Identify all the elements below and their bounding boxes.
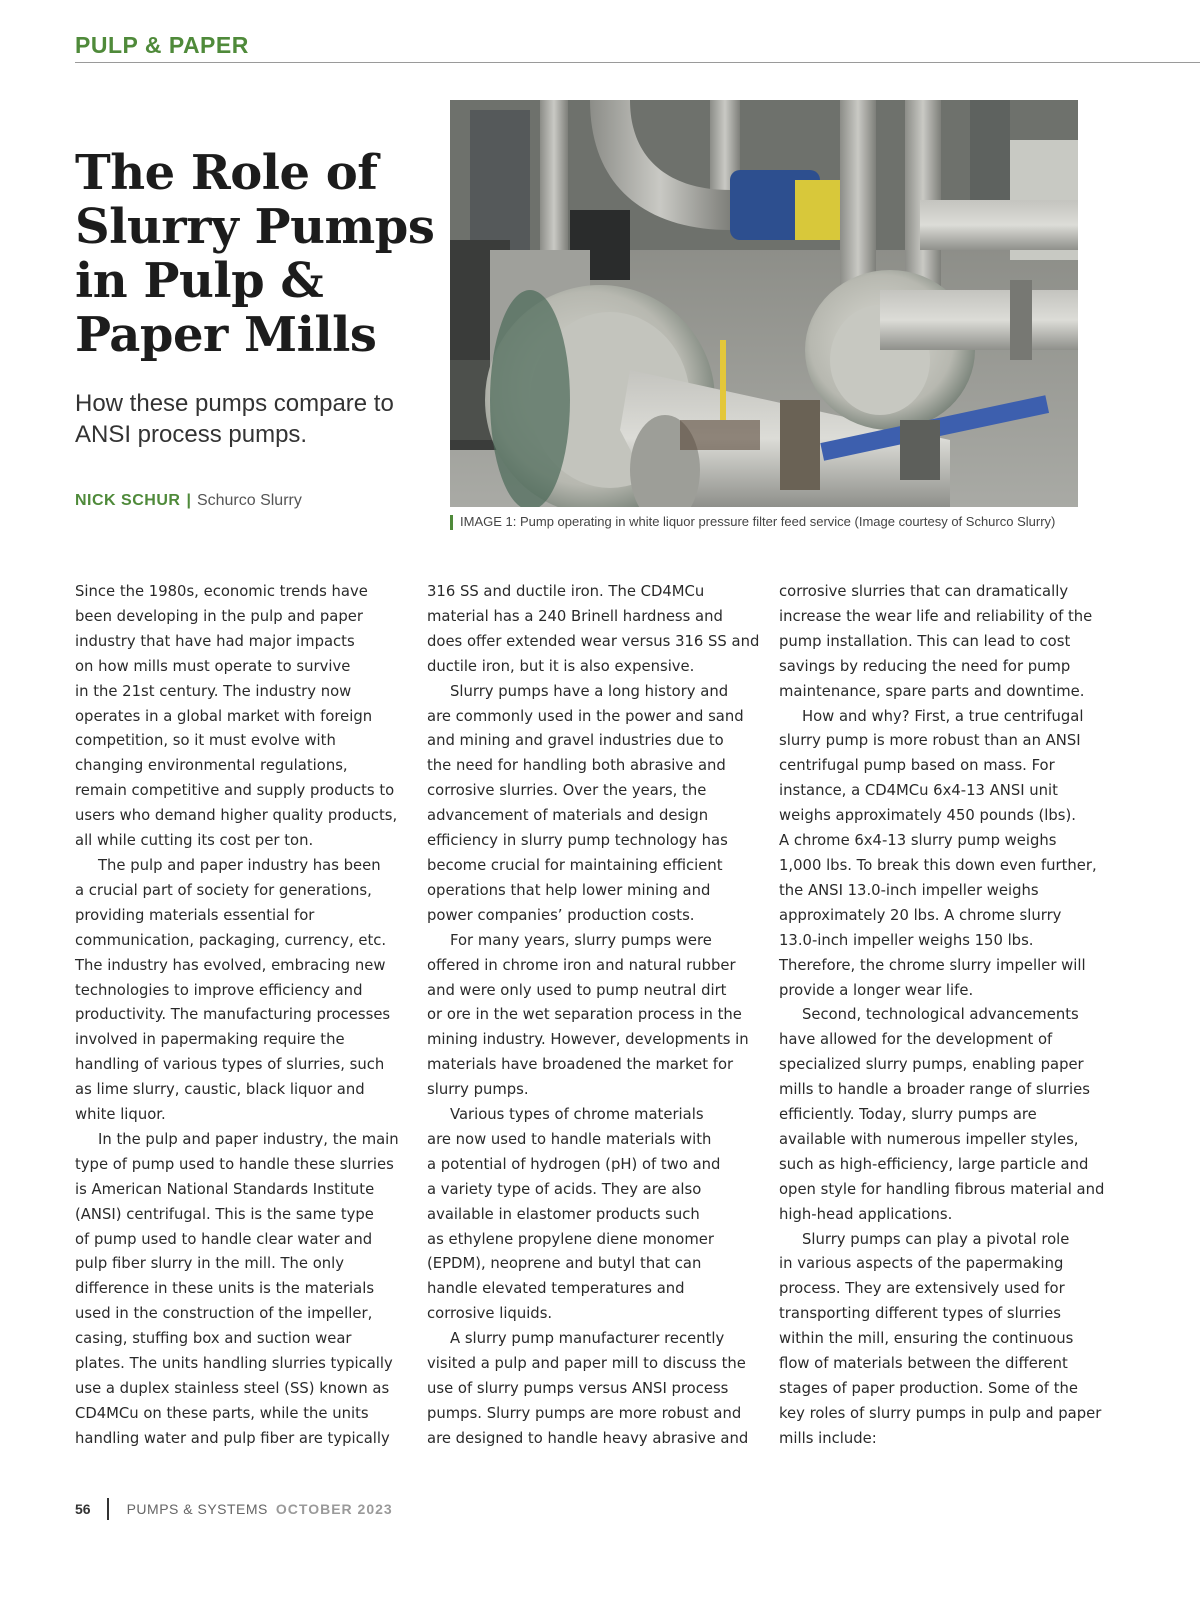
text-line: savings by reducing the need for pump — [779, 657, 1071, 675]
text-line: corrosive liquids. — [427, 1305, 553, 1323]
text-line: open style for handling fibrous material and — [779, 1180, 1105, 1198]
text-line: instance, a CD4MCu 6x4-13 ANSI unit — [779, 782, 1058, 800]
text-line: mills include: — [779, 1429, 877, 1447]
text-line: white liquor. — [75, 1106, 166, 1124]
text-line: In the pulp and paper industry, the main — [98, 1130, 399, 1148]
text-line: a crucial part of society for generations, — [75, 881, 372, 899]
text-line: The industry has evolved, embracing new — [75, 956, 386, 974]
text-line: material has a 240 Brinell hardness and — [427, 607, 723, 625]
text-line: mining industry. However, developments in — [427, 1031, 749, 1049]
text-line: efficiency in slurry pump technology has — [427, 832, 728, 850]
text-line: visited a pulp and paper mill to discuss the — [427, 1355, 746, 1373]
text-line: 1,000 lbs. To break this down even further, — [779, 856, 1097, 874]
text-line: have allowed for the development of — [779, 1031, 1053, 1049]
text-line: ductile iron, but it is also expensive. — [427, 657, 695, 675]
body-column-3 — [779, 580, 1109, 1452]
title-line: Slurry Pumps — [75, 199, 435, 255]
text-line: used in the construction of the impeller, — [75, 1305, 373, 1323]
text-line: maintenance, spare parts and downtime. — [779, 682, 1085, 700]
author-name: NICK SCHUR — [75, 492, 181, 509]
page-footer — [75, 1498, 393, 1520]
text-line: in various aspects of the papermaking — [779, 1255, 1064, 1273]
author-company: Schurco Slurry — [196, 492, 302, 509]
footer-divider — [107, 1498, 109, 1520]
text-line: Slurry pumps can play a pivotal role — [802, 1230, 1070, 1248]
section-label: PULP & PAPER — [75, 32, 249, 58]
body-column-2 — [427, 580, 760, 1452]
text-line: pump installation. This can lead to cost — [779, 632, 1071, 650]
text-line: slurry pump is more robust than an ANSI — [779, 732, 1081, 750]
text-line: use of slurry pumps versus ANSI process — [427, 1380, 729, 1397]
text-line: operates in a global market with foreign — [75, 707, 373, 725]
title-line: The Role of — [75, 145, 378, 201]
text-line: been developing in the pulp and paper — [75, 607, 363, 625]
text-line: as ethylene propylene diene monomer — [427, 1230, 714, 1248]
text-line: A chrome 6x4-13 slurry pump weighs — [779, 832, 1057, 850]
text-line: communication, packaging, currency, etc. — [75, 931, 387, 949]
text-line: power companies’ production costs. — [427, 906, 695, 924]
text-line: difference in these units is the materials — [75, 1280, 375, 1298]
body-column-1 — [75, 580, 405, 1452]
text-line: specialized slurry pumps, enabling paper — [779, 1056, 1084, 1074]
text-line: plates. The units handling slurries typically — [75, 1355, 393, 1373]
byline-separator: | — [186, 492, 191, 509]
text-line: key roles of slurry pumps in pulp and paper — [779, 1404, 1102, 1422]
text-line: are now used to handle materials with — [427, 1130, 712, 1148]
text-line: offered in chrome iron and natural rubber — [427, 956, 736, 974]
text-line: or ore in the wet separation process in the — [427, 1006, 742, 1024]
text-line: pumps. Slurry pumps are more robust and — [427, 1404, 742, 1422]
text-line: handling water and pulp fiber are typically — [75, 1429, 390, 1447]
issue-date: OCTOBER 2023 — [275, 1501, 393, 1517]
publication-name: PUMPS & SYSTEMS — [126, 1501, 268, 1517]
pump-photo-illustration — [450, 100, 1078, 507]
text-line: involved in papermaking require the — [75, 1031, 345, 1049]
text-line: productivity. The manufacturing processes — [75, 1006, 391, 1024]
text-line: does offer extended wear versus 316 SS and — [427, 632, 760, 650]
text-line: high-head applications. — [779, 1205, 953, 1223]
text-line: increase the wear life and reliability of the — [779, 607, 1093, 625]
text-line: handle elevated temperatures and — [427, 1280, 685, 1298]
article-subtitle — [75, 388, 435, 450]
text-line: type of pump used to handle these slurries — [75, 1155, 394, 1173]
text-line: within the mill, ensuring the continuous — [779, 1330, 1074, 1348]
text-line: corrosive slurries that can dramatically — [779, 583, 1069, 600]
text-line: and were only used to pump neutral dirt — [427, 981, 727, 999]
text-line: stages of paper production. Some of the — [779, 1380, 1078, 1397]
text-line: on how mills must operate to survive — [75, 657, 351, 675]
text-line: advancement of materials and design — [427, 807, 709, 825]
text-line: the ANSI 13.0-inch impeller weighs — [779, 881, 1039, 899]
page-number: 56 — [75, 1501, 91, 1517]
text-line: become crucial for maintaining efficient — [427, 856, 723, 874]
image-caption: IMAGE 1: Pump operating in white liquor pressure filter feed service (Image courtesy of Schurco Slurry) — [450, 514, 1120, 529]
text-line: transporting different types of slurries — [779, 1305, 1061, 1323]
text-line: and mining and gravel industries due to — [427, 732, 724, 750]
text-line: 316 SS and ductile iron. The CD4MCu — [427, 583, 705, 600]
text-line: Slurry pumps have a long history and — [450, 682, 729, 700]
text-line: a potential of hydrogen (pH) of two and — [427, 1155, 721, 1173]
text-line: as lime slurry, caustic, black liquor and — [75, 1081, 365, 1099]
article-title — [75, 146, 435, 362]
text-line: materials have broadened the market for — [427, 1056, 734, 1074]
text-line: a variety type of acids. They are also — [427, 1180, 702, 1198]
section-divider — [75, 62, 1200, 63]
text-line: technologies to improve efficiency and — [75, 981, 363, 999]
text-line: 13.0-inch impeller weighs 150 lbs. — [779, 931, 1034, 949]
text-line: industry that have had major impacts — [75, 632, 355, 650]
subtitle-line: How these pumps compare to — [75, 390, 394, 417]
text-line: CD4MCu on these parts, while the units — [75, 1404, 369, 1422]
text-line: are commonly used in the power and sand — [427, 707, 744, 725]
text-line: available with numerous impeller styles, — [779, 1130, 1079, 1148]
text-line: available in elastomer products such — [427, 1205, 700, 1223]
text-line: competition, so it must evolve with — [75, 732, 336, 750]
text-line: all while cutting its cost per ton. — [75, 832, 314, 850]
text-line: in the 21st century. The industry now — [75, 682, 352, 700]
text-line: users who demand higher quality products, — [75, 807, 398, 825]
text-line: weighs approximately 450 pounds (lbs). — [779, 807, 1076, 825]
text-line: approximately 20 lbs. A chrome slurry — [779, 906, 1062, 924]
text-line: corrosive slurries. Over the years, the — [427, 782, 707, 800]
text-line: Therefore, the chrome slurry impeller will — [779, 956, 1086, 974]
text-line: How and why? First, a true centrifugal — [802, 707, 1084, 725]
text-line: slurry pumps. — [427, 1081, 529, 1099]
text-line: is American National Standards Institute — [75, 1180, 375, 1198]
text-line: of pump used to handle clear water and — [75, 1230, 373, 1248]
title-line: Paper Mills — [75, 307, 377, 363]
byline — [75, 492, 302, 510]
text-line: For many years, slurry pumps were — [450, 931, 712, 949]
text-line: providing materials essential for — [75, 906, 315, 924]
text-line: provide a longer wear life. — [779, 981, 974, 999]
text-line: The pulp and paper industry has been — [98, 856, 381, 874]
text-line: remain competitive and supply products to — [75, 782, 395, 800]
text-line: (EPDM), neoprene and butyl that can — [427, 1255, 702, 1273]
text-line: are designed to handle heavy abrasive and — [427, 1429, 749, 1447]
text-line: flow of materials between the different — [779, 1355, 1068, 1373]
text-line: Since the 1980s, economic trends have — [75, 583, 368, 600]
subtitle-line: ANSI process pumps. — [75, 421, 308, 448]
text-line: such as high-efficiency, large particle and — [779, 1155, 1089, 1173]
text-line: efficiently. Today, slurry pumps are — [779, 1106, 1037, 1124]
text-line: Various types of chrome materials — [450, 1106, 704, 1124]
text-line: pulp fiber slurry in the mill. The only — [75, 1255, 345, 1273]
text-line: (ANSI) centrifugal. This is the same type — [75, 1205, 374, 1223]
text-line: centrifugal pump based on mass. For — [779, 757, 1055, 775]
pump-photo — [450, 100, 1078, 507]
text-line: handling of various types of slurries, such — [75, 1056, 385, 1074]
text-line: mills to handle a broader range of slurries — [779, 1081, 1090, 1099]
text-line: use a duplex stainless steel (SS) known as — [75, 1380, 390, 1397]
text-line: Second, technological advancements — [802, 1006, 1079, 1024]
text-line: the need for handling both abrasive and — [427, 757, 726, 775]
text-line: casing, stuffing box and suction wear — [75, 1330, 352, 1348]
text-line: operations that help lower mining and — [427, 881, 711, 899]
text-line: process. They are extensively used for — [779, 1280, 1065, 1298]
title-line: in Pulp & — [75, 253, 324, 309]
text-line: A slurry pump manufacturer recently — [450, 1330, 725, 1348]
text-line: changing environmental regulations, — [75, 757, 348, 775]
